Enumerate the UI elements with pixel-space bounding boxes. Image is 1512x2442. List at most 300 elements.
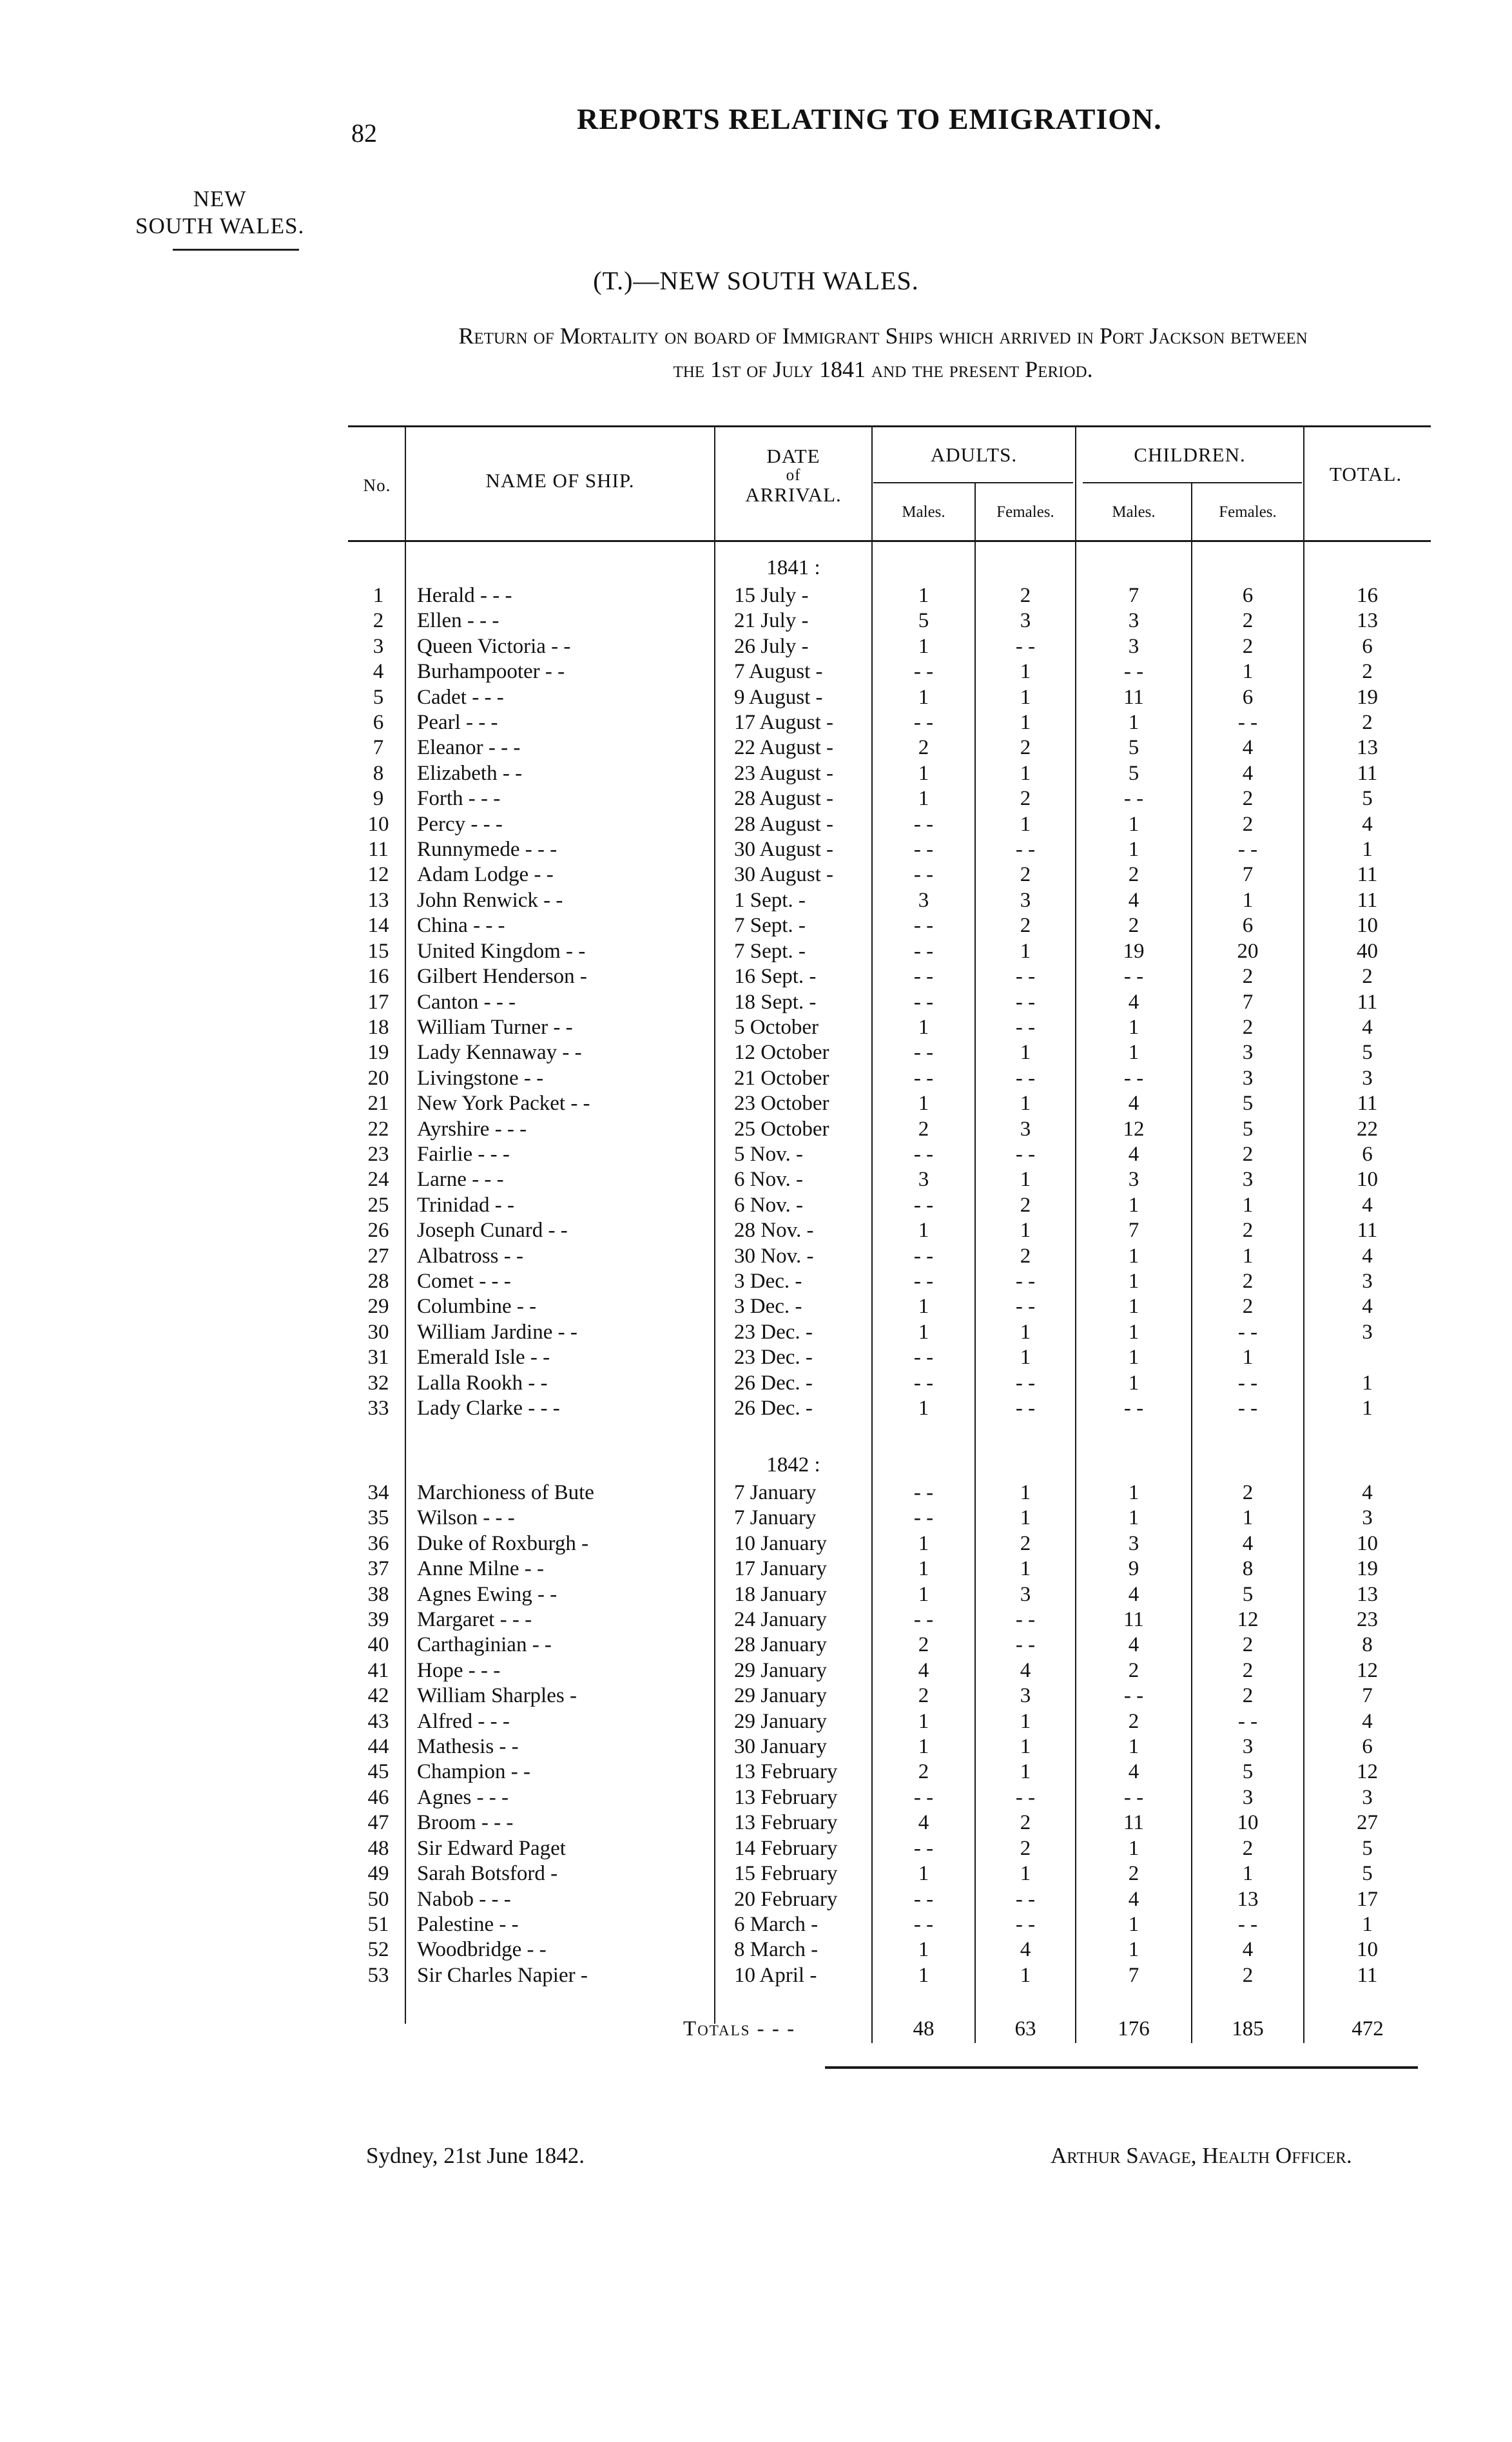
- adult-females: - -: [1015, 1142, 1036, 1166]
- row-number: 19: [367, 1041, 389, 1065]
- col-header-adult-females: Females.: [996, 503, 1054, 521]
- adults-rule: [873, 482, 1073, 483]
- row-total: 5: [1362, 1041, 1373, 1065]
- table-row: [351, 1810, 1431, 1836]
- row-number: 46: [367, 1785, 389, 1809]
- row-number: 21: [367, 1092, 389, 1116]
- row-total: 11: [1357, 1219, 1378, 1243]
- child-males: 4: [1128, 990, 1139, 1014]
- ship-name: Duke of Roxburgh -: [417, 1531, 589, 1555]
- adult-males: 1: [918, 1735, 929, 1759]
- ship-name: Champion - -: [417, 1760, 530, 1784]
- row-total: 4: [1362, 1015, 1373, 1039]
- child-females: 5: [1242, 1092, 1254, 1116]
- adult-females: 3: [1020, 888, 1031, 912]
- child-females: 12: [1237, 1608, 1259, 1632]
- row-number: 27: [367, 1244, 389, 1268]
- table-row: [351, 1015, 1431, 1040]
- table-row: [351, 1531, 1431, 1556]
- ship-name: Elizabeth - -: [417, 761, 523, 785]
- table-row: [351, 837, 1431, 862]
- adult-males: - -: [913, 1346, 934, 1370]
- ship-name: Joseph Cunard - -: [417, 1219, 568, 1243]
- table-row: [351, 1607, 1431, 1633]
- child-females: 2: [1242, 1963, 1254, 1987]
- row-total: 12: [1357, 1760, 1378, 1784]
- row-number: 16: [367, 965, 389, 989]
- adult-males: 1: [918, 1015, 929, 1039]
- row-total: 4: [1362, 1709, 1373, 1733]
- child-males: - -: [1123, 965, 1144, 989]
- totals-adult-females: 63: [1014, 2017, 1036, 2040]
- arrival-date: 15 July -: [734, 584, 809, 607]
- ship-name: William Turner - -: [417, 1015, 573, 1039]
- adult-males: 1: [918, 1582, 929, 1606]
- table-row: [351, 786, 1431, 811]
- adult-males: - -: [913, 812, 934, 836]
- arrival-date: 10 January: [734, 1531, 827, 1555]
- row-number: 33: [367, 1397, 389, 1420]
- arrival-date: 1 Sept. -: [734, 888, 806, 912]
- table-row: [351, 1633, 1431, 1658]
- adult-males: 4: [918, 1658, 929, 1682]
- adult-males: - -: [913, 1269, 934, 1293]
- row-number: 23: [367, 1142, 389, 1166]
- arrival-date: 30 Nov. -: [734, 1244, 814, 1268]
- row-number: 11: [368, 838, 389, 862]
- child-males: 3: [1128, 609, 1139, 633]
- arrival-date: 28 Nov. -: [734, 1219, 814, 1243]
- arrival-date: 30 August -: [734, 838, 834, 862]
- row-number: 5: [373, 685, 384, 709]
- row-number: 30: [367, 1320, 389, 1344]
- row-total: 3: [1362, 1066, 1373, 1090]
- row-total: 11: [1357, 761, 1378, 785]
- child-males: 1: [1128, 1244, 1139, 1268]
- arrival-date: 8 March -: [734, 1938, 819, 1962]
- row-total: 4: [1362, 812, 1373, 836]
- child-males: 7: [1128, 1963, 1139, 1987]
- adult-females: 1: [1020, 1760, 1031, 1784]
- arrival-date: 17 August -: [734, 711, 834, 735]
- table-row: [351, 735, 1431, 761]
- child-females: 1: [1242, 1193, 1254, 1217]
- adult-females: - -: [1015, 1887, 1036, 1911]
- arrival-date: 6 Nov. -: [734, 1168, 803, 1192]
- adult-males: 1: [918, 1938, 929, 1962]
- adult-females: - -: [1015, 1633, 1036, 1657]
- ship-name: Ayrshire - - -: [417, 1117, 527, 1141]
- ship-name: Mathesis - -: [417, 1735, 519, 1759]
- arrival-date: 3 Dec. -: [734, 1295, 802, 1319]
- table-row: [351, 1269, 1431, 1294]
- adult-females: - -: [1015, 990, 1036, 1014]
- row-total: 19: [1357, 685, 1378, 709]
- adult-females: 1: [1020, 1709, 1031, 1733]
- child-males: 11: [1123, 685, 1144, 709]
- adult-males: 1: [918, 1963, 929, 1987]
- row-total: 27: [1357, 1811, 1378, 1835]
- ship-name: Ellen - - -: [417, 609, 499, 633]
- child-males: 5: [1128, 761, 1139, 785]
- ship-name: Marchioness of Bute: [417, 1481, 594, 1504]
- adult-females: 1: [1020, 711, 1031, 735]
- adult-males: 1: [918, 761, 929, 785]
- child-males: - -: [1123, 660, 1144, 684]
- row-total: 3: [1362, 1320, 1373, 1344]
- child-males: 1: [1128, 1295, 1139, 1319]
- row-total: 11: [1357, 990, 1378, 1014]
- adult-males: - -: [913, 990, 934, 1014]
- table-row: [351, 1320, 1431, 1345]
- child-males: 9: [1128, 1557, 1139, 1581]
- adult-females: 1: [1020, 1320, 1031, 1344]
- row-total: 4: [1362, 1193, 1373, 1217]
- ship-name: Comet - - -: [417, 1269, 511, 1293]
- row-total: 23: [1357, 1608, 1378, 1632]
- adult-females: - -: [1015, 1269, 1036, 1293]
- child-males: 1: [1128, 1735, 1139, 1759]
- adult-females: 2: [1020, 584, 1031, 607]
- row-total: 1: [1362, 838, 1373, 862]
- row-total: 17: [1357, 1887, 1378, 1911]
- child-females: - -: [1237, 711, 1258, 735]
- col-header-adults: ADULTS.: [930, 443, 1018, 466]
- arrival-date: 23 August -: [734, 761, 834, 785]
- arrival-date: 26 Dec. -: [734, 1397, 813, 1420]
- col-header-date-line3: ARRIVAL.: [745, 483, 842, 506]
- arrival-date: 21 October: [734, 1066, 829, 1090]
- ship-name: Albatross - -: [417, 1244, 523, 1268]
- row-number: 35: [367, 1506, 389, 1530]
- table-row: [351, 1040, 1431, 1065]
- child-males: - -: [1123, 1066, 1144, 1090]
- arrival-date: 16 Sept. -: [734, 965, 817, 989]
- footer-place-date: Sydney, 21st June 1842.: [366, 2143, 585, 2168]
- child-males: 4: [1128, 1887, 1139, 1911]
- child-females: 1: [1242, 888, 1254, 912]
- table-1841: [351, 583, 1431, 1421]
- child-females: 2: [1242, 1481, 1254, 1504]
- adult-males: 4: [918, 1811, 929, 1835]
- table-caption: [348, 319, 1418, 386]
- arrival-date: 9 August -: [734, 685, 823, 709]
- adult-males: - -: [913, 1066, 934, 1090]
- child-males: 7: [1128, 1219, 1139, 1243]
- row-total: 12: [1357, 1658, 1378, 1682]
- adult-males: 1: [918, 685, 929, 709]
- ship-name: Lady Kennaway - -: [417, 1041, 582, 1065]
- row-number: 18: [367, 1015, 389, 1039]
- child-females: 2: [1242, 1015, 1254, 1039]
- row-number: 12: [367, 863, 389, 887]
- row-total: 2: [1362, 660, 1373, 684]
- col-header-date: [715, 445, 871, 507]
- totals-bottom-rule: [825, 2066, 1418, 2069]
- arrival-date: 29 January: [734, 1684, 827, 1708]
- row-number: 44: [367, 1735, 389, 1759]
- section-heading: (T.)—NEW SOUTH WALES.: [593, 266, 919, 295]
- adult-females: 1: [1020, 1168, 1031, 1192]
- table-row: [351, 812, 1431, 837]
- child-males: 4: [1128, 1582, 1139, 1606]
- child-males: 2: [1128, 863, 1139, 887]
- row-total: 22: [1357, 1117, 1378, 1141]
- child-females: 3: [1242, 1041, 1254, 1065]
- child-males: - -: [1123, 1397, 1144, 1420]
- table-top-rule: [348, 425, 1431, 427]
- row-total: 5: [1362, 787, 1373, 811]
- row-total: 4: [1362, 1244, 1373, 1268]
- row-total: 5: [1362, 1862, 1373, 1886]
- col-header-date-line2: of: [786, 467, 801, 484]
- row-number: 17: [367, 990, 389, 1014]
- arrival-date: 24 January: [734, 1608, 827, 1632]
- row-number: 8: [373, 761, 384, 785]
- table-row: [351, 583, 1431, 608]
- row-total: 11: [1357, 1963, 1378, 1987]
- child-females: 1: [1242, 660, 1254, 684]
- child-males: 3: [1128, 634, 1139, 658]
- ship-name: Pearl - - -: [417, 711, 498, 735]
- row-total: 11: [1357, 888, 1378, 912]
- child-males: 7: [1128, 584, 1139, 607]
- table-row: [351, 990, 1431, 1015]
- row-number: 6: [373, 711, 384, 735]
- row-total: 2: [1362, 965, 1373, 989]
- running-head: REPORTS RELATING TO EMIGRATION.: [577, 102, 1162, 135]
- child-females: - -: [1237, 1397, 1258, 1420]
- ship-name: Fairlie - - -: [417, 1142, 510, 1166]
- ship-name: Hope - - -: [417, 1658, 501, 1682]
- adult-females: 3: [1020, 1684, 1031, 1708]
- child-females: 2: [1242, 1633, 1254, 1657]
- child-males: 1: [1128, 1506, 1139, 1530]
- ship-name: Forth - - -: [417, 787, 501, 811]
- child-females: 4: [1242, 1938, 1254, 1962]
- row-number: 1: [373, 584, 384, 607]
- ship-name: New York Packet - -: [417, 1092, 590, 1116]
- row-total: 6: [1362, 1142, 1373, 1166]
- page-number: 82: [351, 119, 377, 148]
- row-total: 13: [1357, 736, 1378, 760]
- table-row: [351, 761, 1431, 786]
- col-header-name: NAME OF SHIP.: [485, 469, 635, 492]
- arrival-date: 23 October: [734, 1092, 829, 1116]
- child-females: 1: [1242, 1506, 1254, 1530]
- adult-males: - -: [913, 838, 934, 862]
- table-row: [351, 1506, 1431, 1531]
- row-total: 3: [1362, 1506, 1373, 1530]
- arrival-date: 18 January: [734, 1582, 827, 1606]
- child-males: 11: [1123, 1811, 1144, 1835]
- table-row: [351, 1709, 1431, 1734]
- ship-name: Cadet - - -: [417, 685, 504, 709]
- arrival-date: 7 Sept. -: [734, 914, 806, 938]
- adult-males: 1: [918, 1557, 929, 1581]
- table-row: [351, 1066, 1431, 1091]
- totals-total: 472: [1352, 2017, 1384, 2040]
- row-total: 3: [1362, 1785, 1373, 1809]
- ship-name: John Renwick - -: [417, 888, 563, 912]
- adult-males: - -: [913, 1244, 934, 1268]
- adult-females: 2: [1020, 914, 1031, 938]
- side-note: [135, 186, 304, 240]
- adult-females: 4: [1020, 1658, 1031, 1682]
- ship-name: Lady Clarke - - -: [417, 1397, 560, 1420]
- table-row: [351, 1836, 1431, 1861]
- adult-females: - -: [1015, 1785, 1036, 1809]
- col-header-children: CHILDREN.: [1134, 443, 1246, 466]
- arrival-date: 3 Dec. -: [734, 1269, 802, 1293]
- totals-adult-males: 48: [913, 2017, 935, 2040]
- child-females: 5: [1242, 1582, 1254, 1606]
- row-total: 1: [1362, 1912, 1373, 1936]
- table-row: [351, 1683, 1431, 1709]
- arrival-date: 10 April -: [734, 1963, 817, 1987]
- adult-males: 2: [918, 736, 929, 760]
- adult-females: 1: [1020, 1481, 1031, 1504]
- arrival-date: 7 August -: [734, 660, 823, 684]
- arrival-date: 18 Sept. -: [734, 990, 817, 1014]
- ship-name: Runnymede - - -: [417, 838, 557, 862]
- child-females: 3: [1242, 1066, 1254, 1090]
- table-row: [351, 1218, 1431, 1243]
- ship-name: Agnes Ewing - -: [417, 1582, 557, 1606]
- table-row: [351, 1480, 1431, 1506]
- ship-name: Percy - - -: [417, 812, 503, 836]
- adult-females: 1: [1020, 1346, 1031, 1370]
- row-total: 10: [1357, 1168, 1378, 1192]
- child-females: 5: [1242, 1117, 1254, 1141]
- arrival-date: 22 August -: [734, 736, 834, 760]
- child-females: 2: [1242, 1658, 1254, 1682]
- row-number: 2: [373, 609, 384, 633]
- table-row: [351, 1887, 1431, 1912]
- adult-females: 4: [1020, 1938, 1031, 1962]
- arrival-date: 15 February: [734, 1862, 838, 1886]
- child-females: 5: [1242, 1760, 1254, 1784]
- adult-females: 2: [1020, 1244, 1031, 1268]
- adult-males: - -: [913, 1912, 934, 1936]
- adult-females: 1: [1020, 685, 1031, 709]
- row-number: 51: [367, 1912, 389, 1936]
- row-number: 29: [367, 1295, 389, 1319]
- row-number: 14: [367, 914, 389, 938]
- child-males: 4: [1128, 1633, 1139, 1657]
- arrival-date: 28 August -: [734, 787, 834, 811]
- ship-name: Queen Victoria - -: [417, 634, 571, 658]
- table-row: [351, 1861, 1431, 1886]
- arrival-date: 20 February: [734, 1887, 838, 1911]
- ship-name: Lalla Rookh - -: [417, 1371, 548, 1395]
- child-females: 8: [1242, 1557, 1254, 1581]
- child-females: - -: [1237, 1709, 1258, 1733]
- table-row: [351, 1371, 1431, 1396]
- child-females: 6: [1242, 914, 1254, 938]
- table-row: [351, 1244, 1431, 1269]
- child-females: 4: [1242, 761, 1254, 785]
- row-number: 38: [367, 1582, 389, 1606]
- year-label-1842: 1842 :: [766, 1453, 820, 1477]
- adult-females: 2: [1020, 736, 1031, 760]
- adult-females: - -: [1015, 1371, 1036, 1395]
- adult-females: 1: [1020, 812, 1031, 836]
- child-males: 12: [1123, 1117, 1145, 1141]
- ship-name: Trinidad - -: [417, 1193, 514, 1217]
- child-females: 2: [1242, 1219, 1254, 1243]
- row-number: 47: [367, 1811, 389, 1835]
- arrival-date: 13 February: [734, 1811, 838, 1835]
- row-number: 4: [373, 660, 384, 684]
- row-total: 1: [1362, 1371, 1373, 1395]
- ship-name: Herald - - -: [417, 584, 512, 607]
- arrival-date: 30 January: [734, 1735, 827, 1759]
- arrival-date: 7 Sept. -: [734, 939, 806, 963]
- ship-name: Alfred - - -: [417, 1709, 510, 1733]
- adult-males: 1: [918, 1709, 929, 1733]
- child-males: - -: [1123, 1785, 1144, 1809]
- arrival-date: 30 August -: [734, 863, 834, 887]
- arrival-date: 17 January: [734, 1557, 827, 1581]
- arrival-date: 23 Dec. -: [734, 1320, 813, 1344]
- child-females: 2: [1242, 812, 1254, 836]
- row-number: 28: [367, 1269, 389, 1293]
- child-males: 2: [1128, 1658, 1139, 1682]
- child-males: 4: [1128, 1092, 1139, 1116]
- child-males: 1: [1128, 838, 1139, 862]
- adult-females: 1: [1020, 761, 1031, 785]
- adult-males: - -: [913, 1887, 934, 1911]
- ship-name: Nabob - - -: [417, 1887, 511, 1911]
- arrival-date: 6 March -: [734, 1912, 819, 1936]
- ship-name: Larne - - -: [417, 1168, 504, 1192]
- table-1842: [351, 1480, 1431, 1988]
- adult-males: 2: [918, 1760, 929, 1784]
- adult-males: 3: [918, 888, 929, 912]
- ship-name: Agnes - - -: [417, 1785, 509, 1809]
- arrival-date: 28 January: [734, 1633, 827, 1657]
- table-row: [351, 710, 1431, 735]
- adult-males: - -: [913, 939, 934, 963]
- adult-females: 1: [1020, 1862, 1031, 1886]
- child-males: 19: [1123, 939, 1145, 963]
- child-males: 1: [1128, 1346, 1139, 1370]
- table-row: [351, 1556, 1431, 1582]
- adult-females: 3: [1020, 609, 1031, 633]
- child-males: 1: [1128, 1193, 1139, 1217]
- arrival-date: 23 Dec. -: [734, 1346, 813, 1370]
- child-females: 1: [1242, 1244, 1254, 1268]
- child-females: 2: [1242, 965, 1254, 989]
- adult-females: 2: [1020, 863, 1031, 887]
- adult-females: - -: [1015, 1608, 1036, 1632]
- child-males: 1: [1128, 1371, 1139, 1395]
- adult-females: - -: [1015, 1015, 1036, 1039]
- adult-females: 1: [1020, 1219, 1031, 1243]
- ship-name: China - - -: [417, 914, 505, 938]
- col-header-adult-males: Males.: [902, 503, 945, 521]
- col-header-date-line1: DATE: [766, 445, 820, 467]
- row-total: 10: [1357, 1938, 1378, 1962]
- arrival-date: 5 Nov. -: [734, 1142, 803, 1166]
- child-females: 6: [1242, 584, 1254, 607]
- totals-child-males: 176: [1118, 2017, 1150, 2040]
- arrival-date: 13 February: [734, 1760, 838, 1784]
- arrival-date: 29 January: [734, 1709, 827, 1733]
- row-number: 34: [367, 1481, 389, 1504]
- row-total: 4: [1362, 1481, 1373, 1504]
